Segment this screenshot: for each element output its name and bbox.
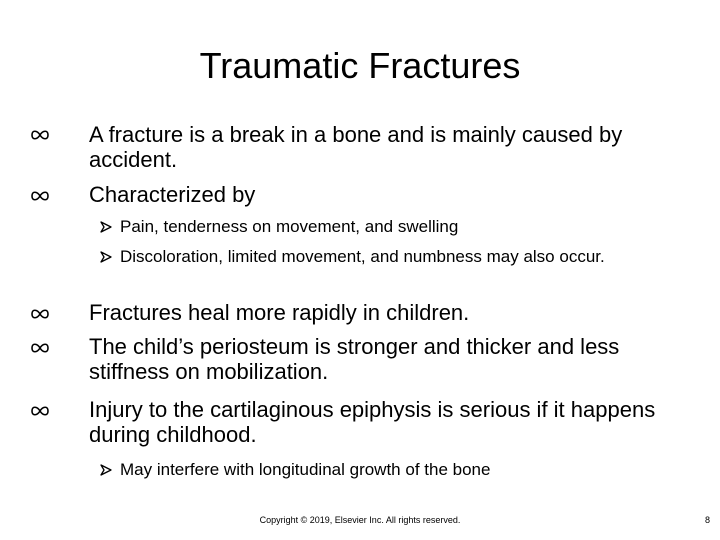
sub-bullet-text: Discoloration, limited movement, and numbness may also occur. (120, 247, 605, 266)
arrow-bullet-icon (99, 463, 113, 477)
bullet-text: Fractures heal more rapidly in children. (89, 300, 470, 325)
copyright-footer: Copyright © 2019, Elsevier Inc. All rights reserved. (259, 515, 461, 525)
infinity-bullet-icon (30, 341, 50, 355)
arrow-bullet-icon (99, 250, 113, 264)
bullet-text: A fracture is a break in a bone and is mainly caused by accident. (89, 122, 623, 172)
infinity-bullet-icon (30, 404, 50, 418)
bullet-text: Characterized by (89, 182, 256, 207)
sub-bullet-text: Pain, tenderness on movement, and swelling (120, 217, 459, 236)
infinity-bullet-icon (30, 189, 50, 203)
bullet-text: The child’s periosteum is stronger and thicker and less stiffness on mobilization. (89, 334, 620, 384)
slide-title: Traumatic Fractures (199, 45, 521, 86)
infinity-bullet-icon (30, 128, 50, 142)
bullet-text: Injury to the cartilaginous epiphysis is serious if it happens during childhood. (89, 397, 656, 447)
infinity-bullet-icon (30, 307, 50, 321)
page-number: 8 (704, 515, 710, 525)
sub-bullet-text: May interfere with longitudinal growth of the bone (120, 460, 491, 479)
arrow-bullet-icon (99, 220, 113, 234)
